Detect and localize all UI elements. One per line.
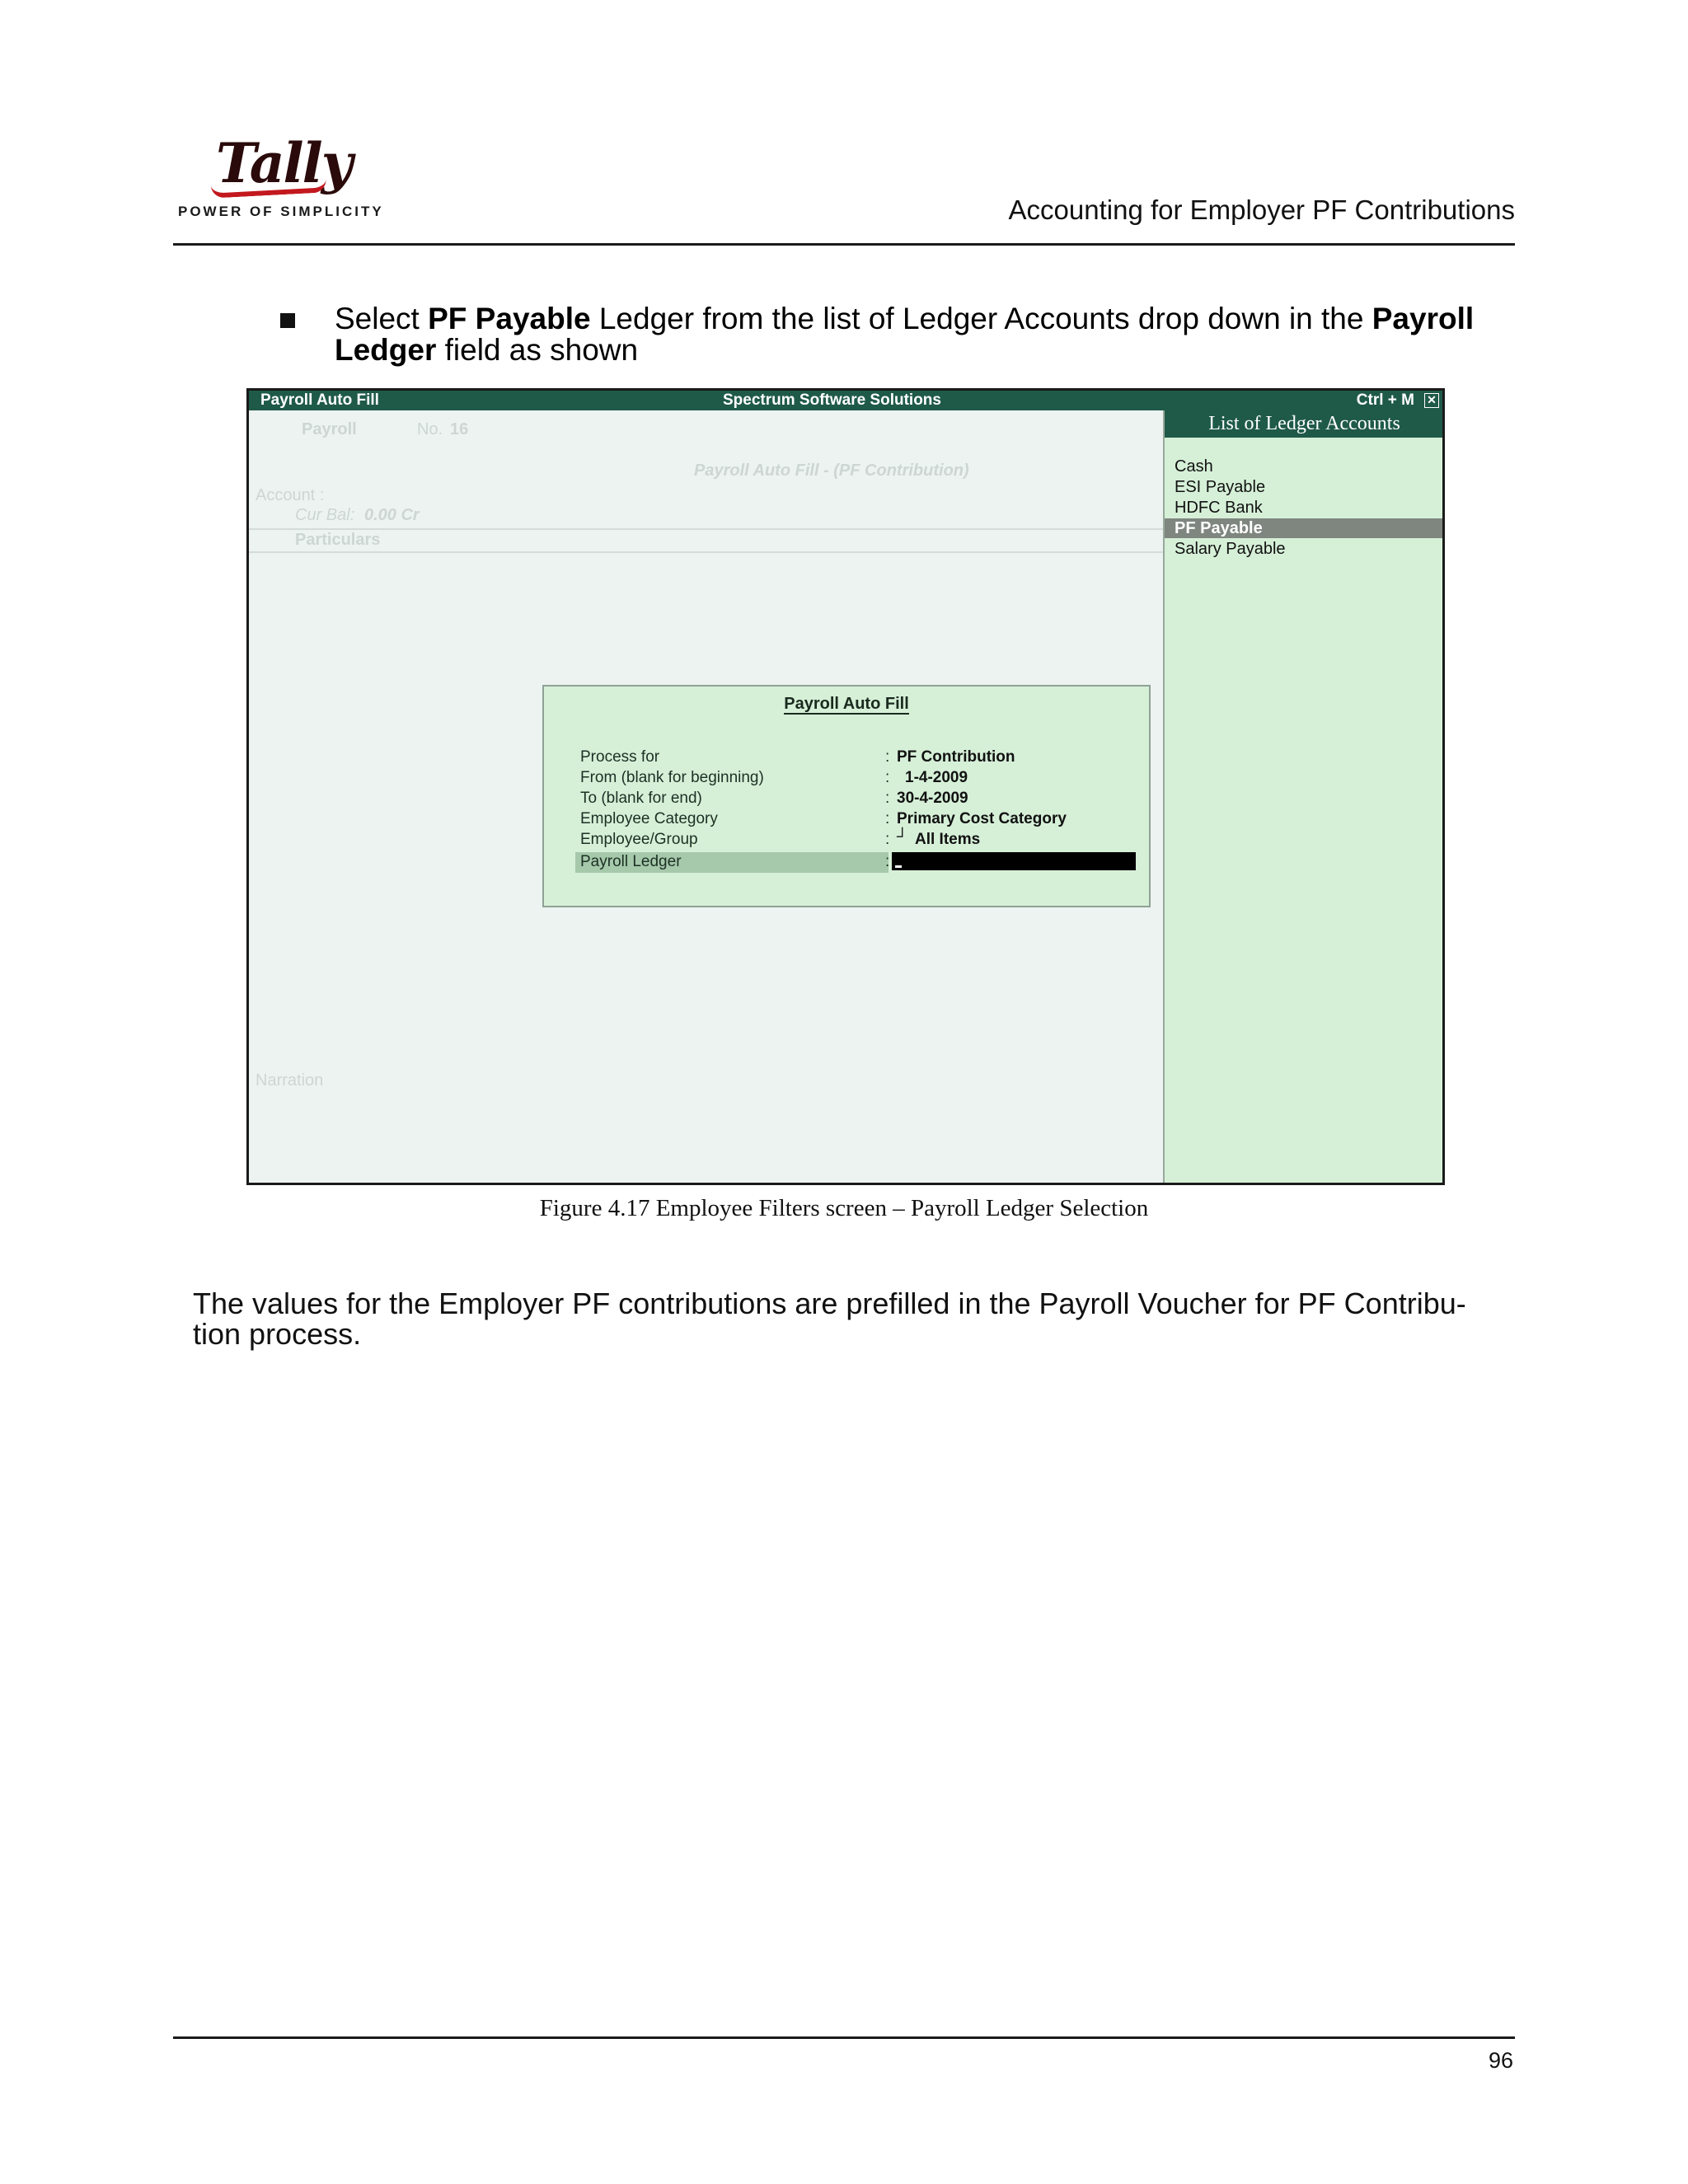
cur-bal-value: 0.00 Cr [364, 506, 420, 524]
ledger-option-pf-payable[interactable]: PF Payable [1175, 519, 1263, 537]
cur-bal-label: Cur Bal: [295, 506, 355, 524]
body-paragraph: The values for the Employer PF contributions are prefilled in the Payroll Voucher for PF Contribu-tion process. [193, 1286, 1466, 1351]
process-for-value[interactable]: PF Contribution [897, 748, 1015, 766]
payroll-auto-fill-dialog [542, 685, 1151, 907]
account-label: Account : [256, 486, 325, 504]
window-title: Payroll Auto Fill [260, 391, 379, 409]
ledger-option-esi-payable[interactable]: ESI Payable [1175, 478, 1266, 496]
text-cursor [895, 865, 902, 868]
ledger-option-salary-payable[interactable]: Salary Payable [1175, 540, 1286, 558]
employee-category-label: Employee Category [580, 810, 718, 827]
narration-label: Narration [256, 1071, 324, 1090]
employee-category-field[interactable]: Primary Cost Category [897, 810, 1067, 827]
colon: : [885, 810, 890, 827]
employee-group-label: Employee/Group [580, 831, 698, 848]
voucher-no-value: 16 [450, 420, 469, 438]
shortcut-hint[interactable]: Ctrl + M [1356, 391, 1414, 409]
from-date-label: From (blank for beginning) [580, 769, 764, 786]
header-divider [173, 243, 1515, 246]
payroll-ledger-label: Payroll Ledger [580, 853, 682, 870]
from-date-field[interactable]: 1-4-2009 [905, 769, 968, 786]
colon: : [885, 748, 890, 766]
voucher-subtitle: Payroll Auto Fill - (PF Contribution) [694, 462, 969, 480]
bullet-square-icon [280, 313, 295, 328]
page-header-title: Accounting for Employer PF Contributions [1008, 194, 1515, 225]
particulars-bottom-line [249, 551, 1163, 553]
instruction-text: Select PF Payable Ledger from the list of Ledger Accounts drop down in the Payroll Ledger field as shown [335, 302, 1475, 367]
figure-caption: Figure 4.17 Employee Filters screen – Payroll Ledger Selection [539, 1195, 1149, 1221]
footer-divider [173, 2036, 1515, 2039]
logo-wordmark: Tally [216, 131, 352, 195]
window-titlebar [249, 391, 1442, 410]
colon: : [885, 790, 890, 807]
employee-group-field[interactable]: All Items [915, 831, 981, 848]
colon: : [885, 853, 890, 870]
payroll-ledger-input[interactable] [892, 852, 1136, 870]
ledger-list-panel [1163, 410, 1444, 1183]
close-icon[interactable]: ✕ [1424, 393, 1439, 408]
company-name: Spectrum Software Solutions [723, 391, 941, 409]
ledger-option-cash[interactable]: Cash [1175, 457, 1213, 476]
voucher-no-label: No. [417, 420, 443, 438]
voucher-type: Payroll [302, 420, 357, 438]
to-date-field[interactable]: 30-4-2009 [897, 790, 968, 807]
tally-screen [246, 388, 1445, 1185]
particulars-header: Particulars [295, 531, 381, 549]
tally-logo [175, 131, 384, 227]
return-arrow-icon: ┘ [897, 828, 908, 846]
colon: : [885, 831, 890, 848]
ledger-option-hdfc-bank[interactable]: HDFC Bank [1175, 499, 1263, 517]
page-number: 96 [1488, 2048, 1513, 2073]
particulars-top-line [249, 528, 1163, 530]
colon: : [885, 769, 890, 786]
to-date-label: To (blank for end) [580, 790, 702, 807]
ledger-list-title: List of Ledger Accounts [1165, 410, 1444, 438]
process-for-label: Process for [580, 748, 660, 766]
dialog-title: Payroll Auto Fill [784, 695, 909, 713]
logo-tagline: POWER OF SIMPLICITY [178, 204, 384, 219]
